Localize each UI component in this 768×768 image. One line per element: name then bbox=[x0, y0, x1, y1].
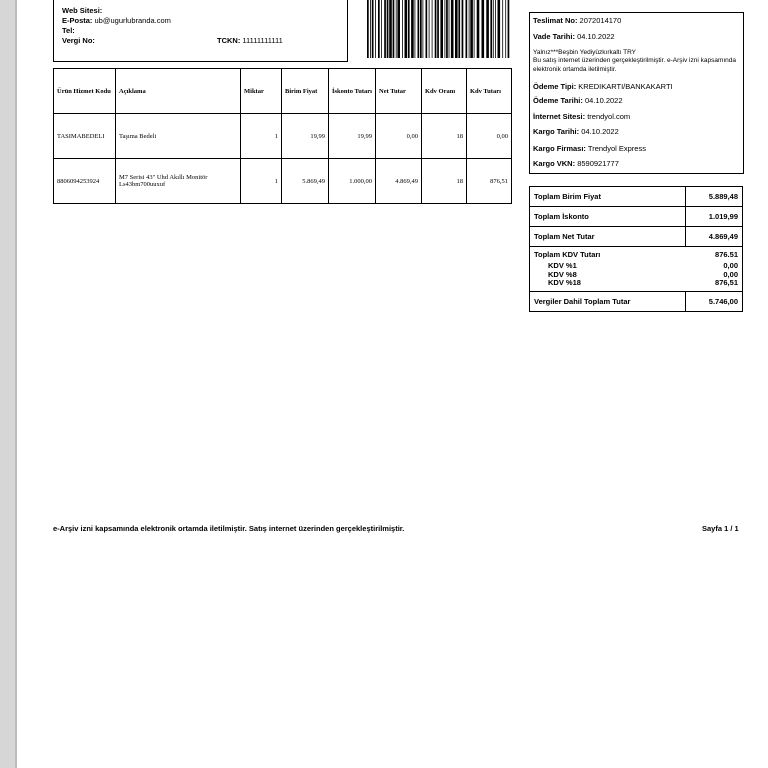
payment-type: Ödeme Tipi: KREDIKARTI/BANKAKARTI bbox=[533, 82, 673, 91]
cell-desc: M7 Serisi 43" Uhd Akıllı Monitör Ls43bm700uuxuf bbox=[116, 159, 241, 204]
col-header-desc: Açıklama bbox=[116, 69, 241, 114]
total-unit-price-row bbox=[530, 187, 743, 207]
cell-code: 8806094253924 bbox=[54, 159, 116, 204]
cell-qty: 1 bbox=[241, 159, 282, 204]
payment-date: Ödeme Tarihi: 04.10.2022 bbox=[533, 96, 623, 105]
items-table bbox=[53, 68, 512, 204]
total-vat-value: 876.51 bbox=[715, 250, 738, 259]
cell-desc: Taşıma Bedeli bbox=[116, 114, 241, 159]
vat-18-label: KDV %18 bbox=[548, 278, 581, 287]
cell-net: 0,00 bbox=[376, 114, 422, 159]
delivery-number: Teslimat No: 2072014170 bbox=[533, 16, 622, 25]
col-header-net: Net Tutar bbox=[376, 69, 422, 114]
footer-note: e-Arşiv izni kapsamında elektronik ortamda iletilmiştir. Satış internet üzerinden gerçekleştirilmiştir. bbox=[53, 524, 405, 533]
cell-vat-amount: 0,00 bbox=[467, 114, 512, 159]
website: İnternet Sitesi: trendyol.com bbox=[533, 112, 631, 121]
vat-18-value: 876,51 bbox=[715, 278, 738, 287]
vat-8-value: 0,00 bbox=[723, 269, 738, 279]
total-net-value: 4.869,49 bbox=[686, 227, 743, 247]
total-discount-value: 1.019,99 bbox=[686, 207, 743, 227]
totals-table bbox=[529, 186, 743, 312]
col-header-vat-rate: Kdv Oranı bbox=[422, 69, 467, 114]
vat-1-label: KDV %1 bbox=[548, 261, 577, 270]
total-discount-row bbox=[530, 207, 743, 227]
total-unit-price-value: 5.889,48 bbox=[686, 187, 743, 207]
total-net-label: Toplam Net Tutar bbox=[530, 227, 686, 247]
seller-email-line: E-Posta: ub@ugurlubranda.com bbox=[62, 16, 171, 25]
cargo-date: Kargo Tarihi: 04.10.2022 bbox=[533, 127, 619, 136]
grand-total-value: 5.746,00 bbox=[686, 291, 743, 311]
seller-tax-line: Vergi No: bbox=[62, 36, 95, 45]
total-net-row bbox=[530, 227, 743, 247]
table-row bbox=[54, 159, 512, 204]
vat-1-value: 0,00 bbox=[723, 261, 738, 270]
col-header-discount: İskonto Tutarı bbox=[329, 69, 376, 114]
viewer-left-edge bbox=[0, 0, 17, 768]
cell-vat-rate: 18 bbox=[422, 114, 467, 159]
total-vat-row bbox=[530, 247, 743, 292]
cell-unit-price: 19,99 bbox=[282, 114, 329, 159]
total-vat-line bbox=[534, 250, 738, 259]
seller-info-box bbox=[53, 0, 348, 62]
vat-8-label: KDV %8 bbox=[548, 269, 577, 279]
cell-net: 4.869,49 bbox=[376, 159, 422, 204]
cell-qty: 1 bbox=[241, 114, 282, 159]
total-unit-price-label: Toplam Birim Fiyat bbox=[530, 187, 686, 207]
seller-tckn-line: TCKN: 11111111111 bbox=[217, 36, 283, 45]
page-number: Sayfa 1 / 1 bbox=[702, 524, 739, 533]
total-discount-label: Toplam İskonto bbox=[530, 207, 686, 227]
legal-note: Bu satış internet üzerinden gerçekleştirilmiştir. e-Arşiv izni kapsamında elektronik ortamda iletilmiştir. bbox=[533, 57, 737, 73]
vat-18-line bbox=[534, 279, 738, 288]
amount-in-words: Yalnız***Beşbin Yediyüzkırkaltı TRY bbox=[533, 49, 636, 56]
grand-total-label: Vergiler Dahil Toplam Tutar bbox=[530, 291, 686, 311]
due-date: Vade Tarihi: 04.10.2022 bbox=[533, 32, 615, 41]
seller-web-line: Web Sitesi: bbox=[62, 6, 103, 15]
col-header-unit-price: Birim Fiyat bbox=[282, 69, 329, 114]
cell-vat-rate: 18 bbox=[422, 159, 467, 204]
seller-tel-line: Tel: bbox=[62, 26, 75, 35]
cell-discount: 19,99 bbox=[329, 114, 376, 159]
cell-unit-price: 5.869,49 bbox=[282, 159, 329, 204]
invoice-info-box bbox=[529, 12, 744, 174]
cell-discount: 1.000,00 bbox=[329, 159, 376, 204]
col-header-code: Ürün Hizmet Kodu bbox=[54, 69, 116, 114]
col-header-vat-amount: Kdv Tutarı bbox=[467, 69, 512, 114]
cargo-company: Kargo Firması: Trendyol Express bbox=[533, 144, 646, 153]
total-vat-cell bbox=[530, 247, 743, 292]
cell-vat-amount: 876,51 bbox=[467, 159, 512, 204]
table-row bbox=[54, 114, 512, 159]
total-vat-label: Toplam KDV Tutarı bbox=[534, 250, 601, 259]
grand-total-row bbox=[530, 291, 743, 311]
cargo-vkn: Kargo VKN: 8590921777 bbox=[533, 159, 619, 168]
col-header-qty: Miktar bbox=[241, 69, 282, 114]
items-header-row bbox=[54, 69, 512, 114]
cell-code: TASIMABEDELI bbox=[54, 114, 116, 159]
barcode bbox=[366, 0, 511, 58]
